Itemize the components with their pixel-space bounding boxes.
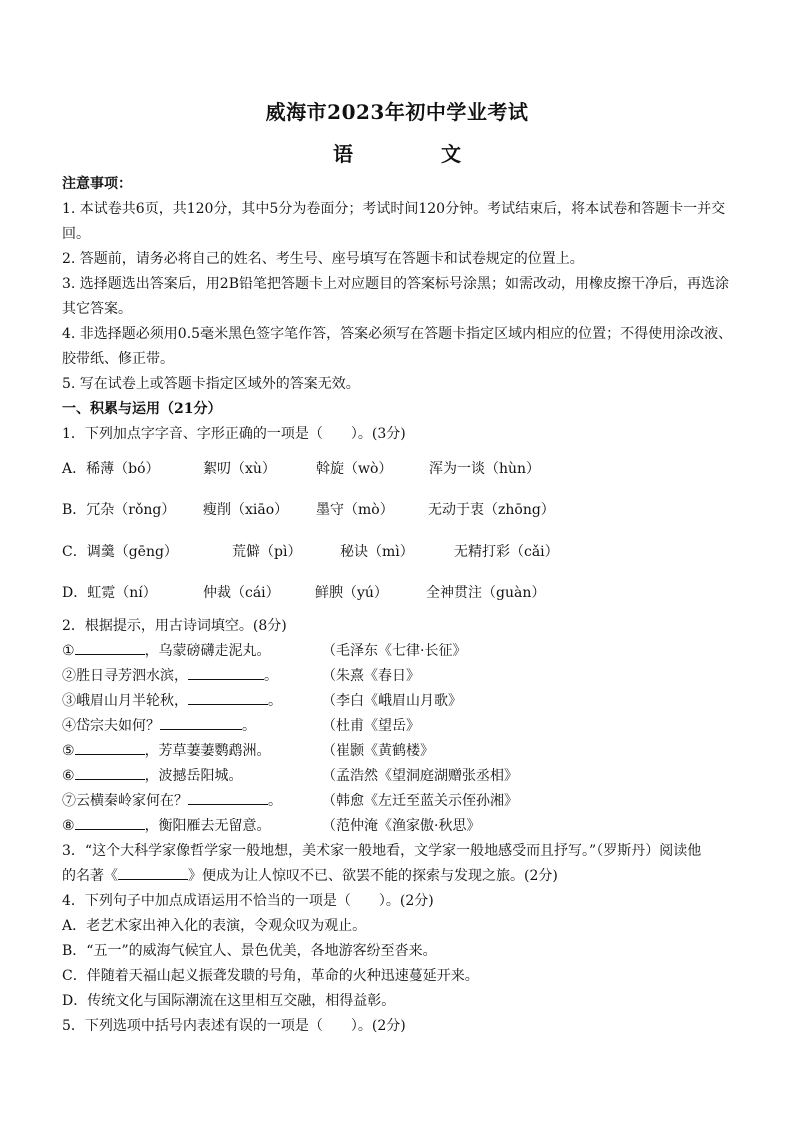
poem-text: ，芳草萋萋鹦鹉洲。 — [144, 743, 271, 760]
option-item: B．“五一”的威海气候宜人、景色优美，各地游客纷至沓来。 — [62, 943, 437, 960]
answer-blank[interactable] — [75, 815, 145, 830]
poem-source: （韩愈《左迁至蓝关示侄孙湘》 — [322, 793, 518, 810]
poem-source: （朱熹《春日》 — [322, 668, 420, 685]
option-item: B．冗杂（rǒng） — [62, 502, 176, 519]
option-item: A．稀薄（bó） — [62, 461, 160, 478]
question-stem: 5．下列选项中括号内表述有误的一项是（ ）。(2分) — [62, 1018, 406, 1035]
poem-line — [62, 764, 734, 789]
poem-line — [62, 689, 734, 714]
poem-text: ，衡阳雁去无留意。 — [144, 818, 271, 835]
poem-line — [62, 789, 734, 814]
option-row-b — [62, 490, 734, 531]
option-row-a — [62, 449, 734, 490]
option-item: A．老艺术家出神入化的表演，令观众叹为观止。 — [62, 918, 367, 935]
question-text: 》便成为让人惊叹不已、欲罢不能的探索与发现之旅。(2分) — [188, 868, 558, 885]
option-item: D．传统文化与国际潮流在这里相互交融，相得益彰。 — [62, 993, 396, 1010]
option-row-d — [62, 573, 734, 614]
poem-source: （崔颢《黄鹤楼》 — [322, 743, 434, 760]
answer-blank[interactable] — [188, 790, 268, 805]
question-stem: 1．下列加点字字音、字形正确的一项是（ ）。(3分) — [62, 426, 406, 442]
answer-blank[interactable] — [75, 740, 145, 755]
notice-item: 1. 本试卷共6页，共120分，其中5分为卷面分；考试时间120分钟。考试结束后，将本试卷和答题卡一并交回。 — [62, 201, 726, 242]
section-heading: 一、积累与运用（21分） — [62, 401, 222, 417]
poem-text: ，波撼岳阳城。 — [144, 768, 243, 785]
poem-text: ⑧ — [62, 818, 75, 835]
option-item: 絮叨（xù） — [203, 461, 276, 478]
poem-text: 。 — [242, 718, 256, 735]
poem-line — [62, 714, 734, 739]
question-stem-cont — [62, 864, 734, 889]
notice-item: 5. 写在试卷上或答题卡指定区域外的答案无效。 — [62, 376, 360, 392]
answer-blank[interactable] — [188, 665, 264, 680]
option-item: 秘诀（mì） — [340, 543, 414, 560]
poem-text: ，乌蒙磅礴走泥丸。 — [144, 643, 271, 660]
option-item: 仲裁（cái） — [203, 585, 280, 602]
option-item: D．虹霓（ní） — [62, 585, 157, 602]
poem-line — [62, 639, 734, 664]
poem-source: （李白《峨眉山月歌》 — [322, 693, 462, 710]
option-item: 瘦削（xiāo） — [203, 502, 289, 519]
option-item: 墨守（mò） — [316, 502, 394, 519]
option-item: 鲜腴（yú） — [315, 585, 388, 602]
poem-line — [62, 664, 734, 689]
poem-text: ① — [62, 643, 75, 660]
poem-source: （范仲淹《渔家傲·秋思》 — [322, 818, 481, 835]
answer-blank[interactable] — [75, 765, 145, 780]
poem-text: ②胜日寻芳泗水滨， — [62, 668, 188, 685]
option-item: 荒僻（pì） — [232, 543, 302, 560]
notice-item: 4. 非选择题必须用0.5毫米黑色签字笔作答，答案必须写在答题卡指定区域内相应的位置；不得使用涂改液、胶带纸、修正带。 — [62, 326, 733, 367]
poem-text: 。 — [268, 693, 282, 710]
answer-blank[interactable] — [75, 640, 145, 655]
notice-item: 2. 答题前，请务必将自己的姓名、考生号、座号填写在答题卡和试卷规定的位置上。 — [62, 251, 584, 267]
poem-text: 。 — [268, 793, 282, 810]
question-stem: 3．“这个大科学家像哲学家一般地想，美术家一般地看，文学家一般地感受而且抒写。”（罗斯丹）阅读他 — [62, 843, 702, 860]
poem-source: （杜甫《望岳》 — [322, 718, 420, 735]
option-row-c — [62, 532, 734, 573]
notice-heading: 注意事项： — [62, 176, 132, 192]
poem-source: （毛泽东《七律·长征》 — [322, 643, 467, 660]
poem-source: （孟浩然《望洞庭湖赠张丞相》 — [322, 768, 518, 785]
option-item: 全神贯注（guàn） — [426, 585, 546, 602]
option-item: 无动于衷（zhōng） — [428, 502, 555, 519]
poem-line — [62, 814, 734, 839]
poem-text: ⑦云横秦岭家何在？ — [62, 793, 188, 810]
question-stem: 4．下列句子中加点成语运用不恰当的一项是（ ）。(2分) — [62, 893, 434, 910]
option-item: C．伴随着天福山起义振聋发聩的号角，革命的火种迅速蔓延开来。 — [62, 968, 479, 985]
option-item: 无精打彩（cǎi） — [454, 543, 559, 560]
question-stem: 2．根据提示，用古诗词填空。(8分) — [62, 618, 287, 635]
poem-text: ③峨眉山月半轮秋， — [62, 693, 188, 710]
option-item: C．调羹（gēng） — [62, 543, 178, 560]
notice-item: 3. 选择题选出答案后，用2B铅笔把答题卡上对应题目的答案标号涂黑；如需改动，用橡皮擦干净后，再选涂其它答案。 — [62, 276, 730, 317]
question-text: 的名著《 — [62, 868, 118, 885]
answer-blank[interactable] — [188, 690, 268, 705]
option-item: 斡旋（wò） — [316, 461, 393, 478]
poem-text: 。 — [264, 668, 278, 685]
poem-line — [62, 739, 734, 764]
answer-blank[interactable] — [118, 865, 188, 880]
answer-blank[interactable] — [160, 715, 242, 730]
exam-title: 威海市2023年初中学业考试 — [265, 100, 529, 124]
exam-body — [62, 172, 734, 1039]
poem-text: ⑥ — [62, 768, 75, 785]
subject-title: 语 文 — [333, 142, 495, 166]
poem-text: ⑤ — [62, 743, 75, 760]
option-item: 浑为一谈（hùn） — [429, 461, 541, 478]
poem-text: ④岱宗夫如何？ — [62, 718, 160, 735]
